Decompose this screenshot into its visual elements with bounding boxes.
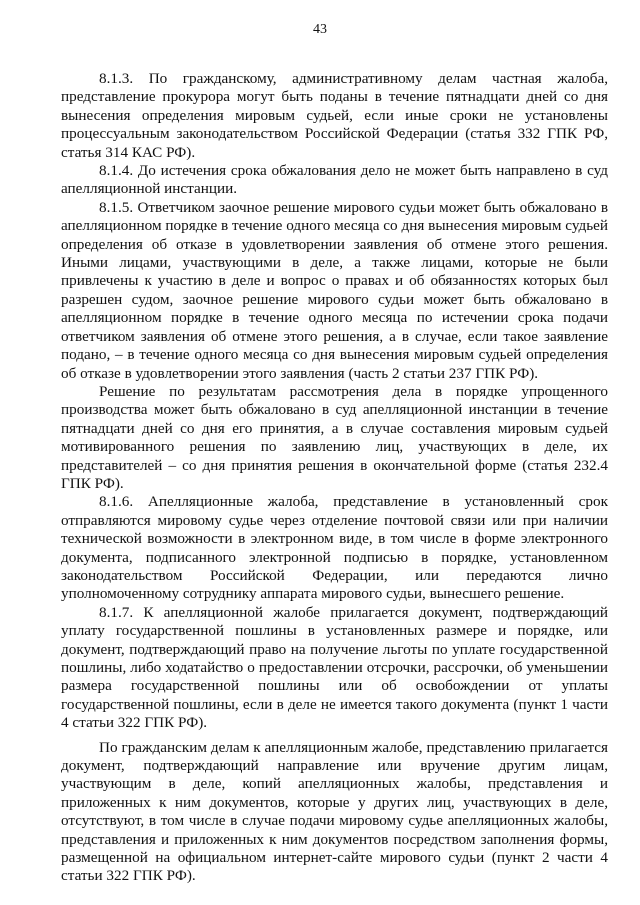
paragraph-8-1-5: 8.1.5. Ответчиком заочное решение мирового судьи может быть обжаловано в апелляционном порядке в течение одного месяца со дня вынесения мировым судьей определения об отказе в удовлетворении заявления об отмене этого решения. Иными лицами, участвующими в деле, а также лицами, которые не были привлечены к участию в деле и вопрос о правах и об обязанностях которых был разрешен судом, заочное решение мирового судьи может быть обжаловано в апелляционном порядке в течение одного месяца по истечении срока подачи ответчиком заявления об отмене этого решения, а в случае, если такое заявление подано, – в течение одного месяца со дня вынесения мировым судьей определения об отказе в удовлетворении этого заявления (часть 2 статьи 237 ГПК РФ).	[61, 198, 608, 382]
paragraph-simplified-procedure: Решение по результатам рассмотрения дела в порядке упрощенного производства может быть обжаловано в суд апелляционной инстанции в течение пятнадцати дней со дня его принятия, а в случае составления мировым судьей мотивированного решения по заявлению лиц, участвующих в деле, их представителей – со дня принятия решения в окончательной форме (статья 232.4 ГПК РФ).	[61, 382, 608, 492]
paragraph-civil-cases: По гражданским делам к апелляционным жалобе, представлению прилагается документ, подтверждающий направление или вручение другим лицам, участвующим в деле, копий апелляционных жалобы, представления и приложенных к ним документов, которые у других лиц, участвующих в деле, отсутствуют, в том числе в случае подачи мировому судье апелляционных жалобы, представления и приложенных к ним документов посредством заполнения формы, размещенной на официальном интернет-сайте мирового судьи (пункт 2 части 4 статьи 322 ГПК РФ).	[61, 738, 608, 885]
document-body	[61, 70, 608, 886]
paragraph-8-1-4: 8.1.4. До истечения срока обжалования дело не может быть направлено в суд апелляционной инстанции.	[61, 162, 608, 198]
paragraph-8-1-7: 8.1.7. К апелляционной жалобе прилагается документ, подтверждающий уплату государственной пошлины в установленных размере и порядке, или документ, подтверждающий право на получение льготы по уплате государственной пошлины, либо ходатайство о предоставлении отсрочки, рассрочки, об уменьшении размера государственной пошлины или об освобождении от уплаты государственной пошлины, если в деле не имеется такого документа (пункт 1 части 4 статьи 322 ГПК РФ).	[61, 603, 608, 732]
paragraph-8-1-3: 8.1.3. По гражданскому, административному делам частная жалоба, представление прокурора могут быть поданы в течение пятнадцати дней со дня вынесения определения мировым судьей, если иные сроки не установлены процессуальным законодательством Российской Федерации (статья 332 ГПК РФ, статья 314 КАС РФ).	[61, 70, 608, 161]
page-number: 43	[313, 22, 327, 37]
paragraph-8-1-6: 8.1.6. Апелляционные жалоба, представление в установленный срок отправляются мировому судье через отделение почтовой связи или при наличии технической возможности в электронном виде, в том числе в форме электронного документа, подписанного электронной подписью в порядке, установленном законодательством Российской Федерации, или передаются лично уполномоченному сотруднику аппарата мирового судьи, вынесшего решение.	[61, 493, 608, 603]
